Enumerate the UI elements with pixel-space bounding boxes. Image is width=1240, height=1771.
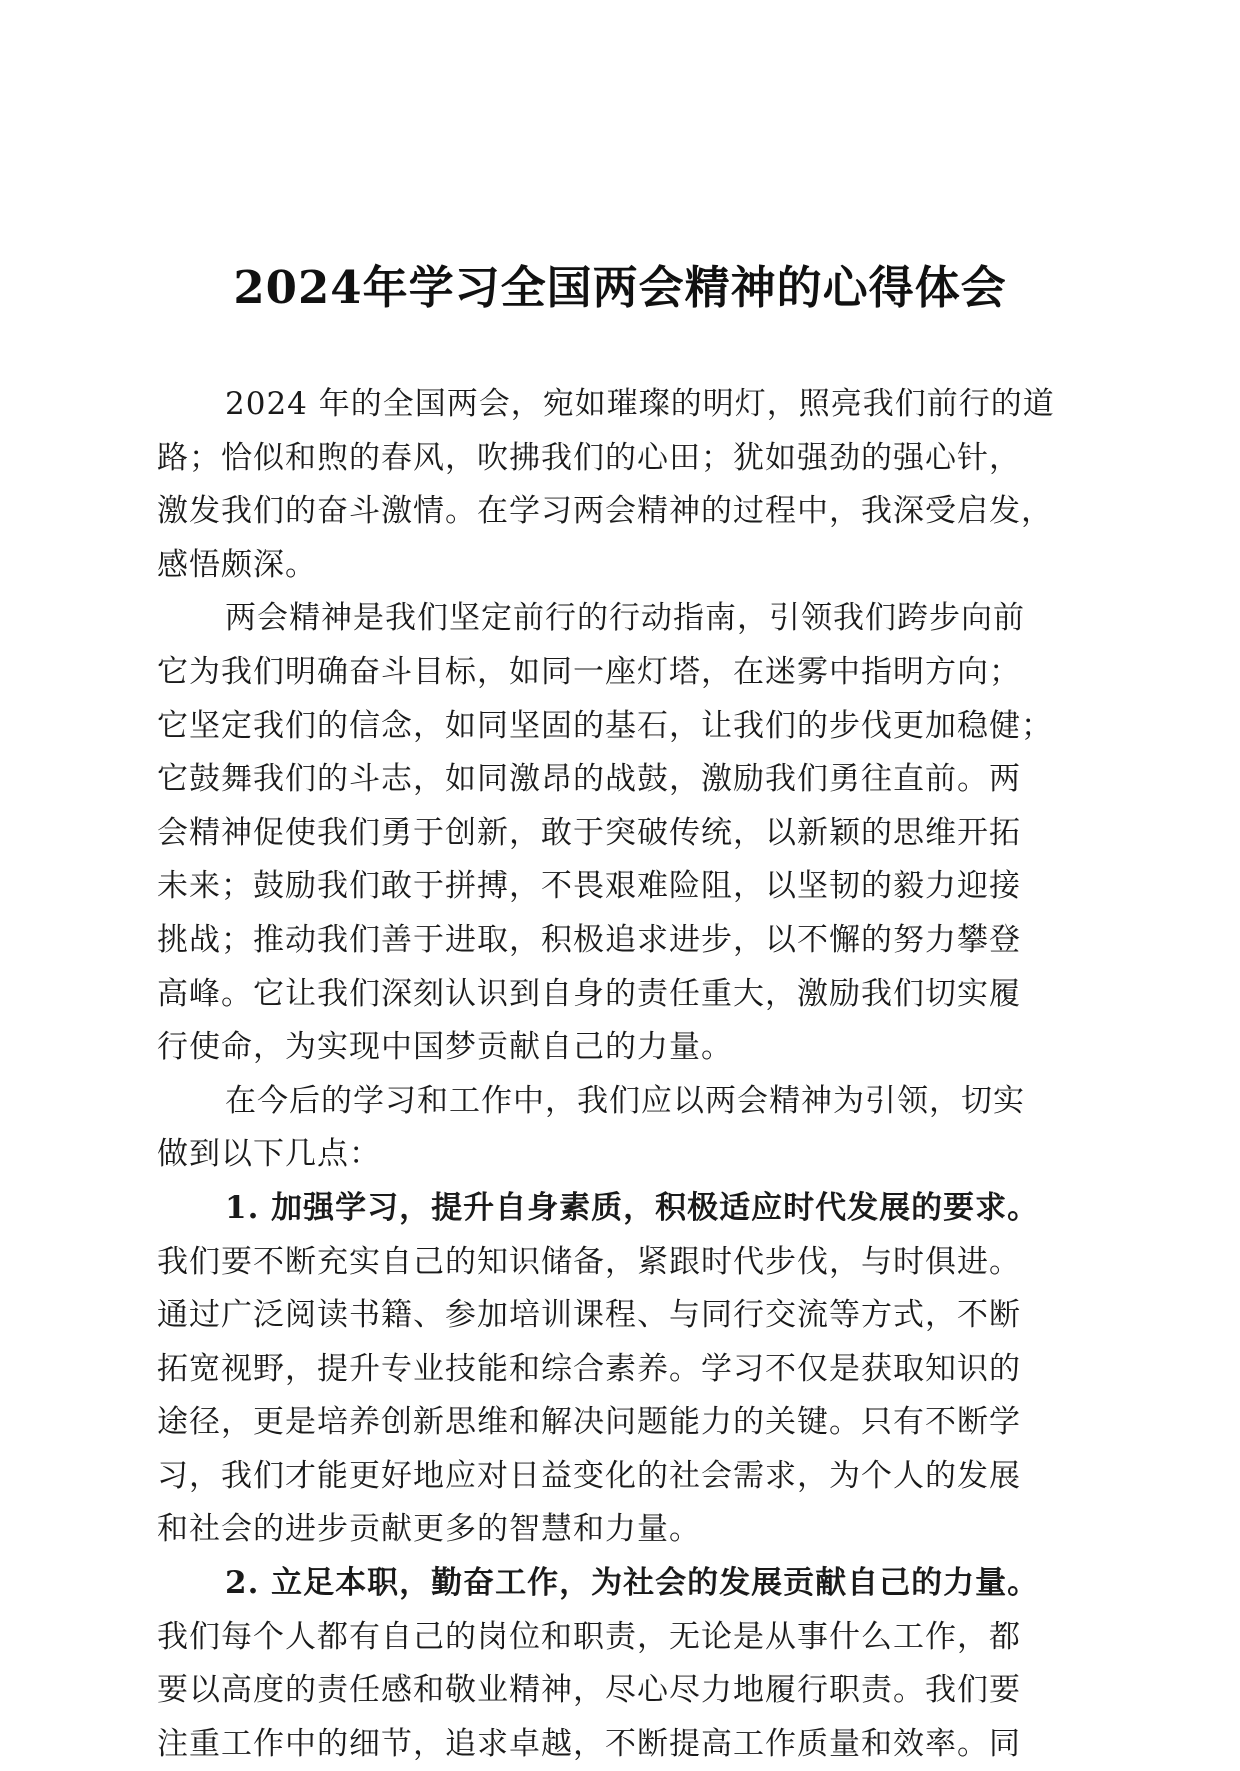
body-text-line: 拓宽视野，提升专业技能和综合素养。学习不仅是获取知识的 <box>157 1350 1021 1387</box>
body-text-line: 途径，更是培养创新思维和解决问题能力的关键。只有不断学 <box>157 1404 1021 1441</box>
body-text-line: 路；恰似和煦的春风，吹拂我们的心田；犹如强劲的强心针， <box>157 439 1021 476</box>
body-text-line: 会精神促使我们勇于创新，敢于突破传统，以新颖的思维开拓 <box>157 814 1021 851</box>
body-text-line: 在今后的学习和工作中，我们应以两会精神为引领，切实 <box>225 1082 1025 1119</box>
body-text-line: 挑战；推动我们善于进取，积极追求进步，以不懈的努力攀登 <box>157 921 1021 958</box>
body-text-line: 高峰。它让我们深刻认识到自身的责任重大，激励我们切实履 <box>157 975 1021 1012</box>
body-text-line: 它为我们明确奋斗目标，如同一座灯塔，在迷雾中指明方向； <box>157 653 1021 690</box>
section-heading-line: 1. 加强学习，提升自身素质，积极适应时代发展的要求。 <box>225 1189 1040 1226</box>
section-heading-line: 2. 立足本职，勤奋工作，为社会的发展贡献自己的力量。 <box>225 1565 1040 1602</box>
document-body <box>157 378 1087 1771</box>
body-text-line: 它坚定我们的信念，如同坚固的基石，让我们的步伐更加稳健； <box>157 707 1053 744</box>
body-text-line: 感悟颇深。 <box>157 546 317 583</box>
body-text-line: 做到以下几点： <box>157 1136 381 1173</box>
body-text-line: 要以高度的责任感和敬业精神，尽心尽力地履行职责。我们要 <box>157 1672 1021 1709</box>
body-text-line: 它鼓舞我们的斗志，如同激昂的战鼓，激励我们勇往直前。两 <box>157 761 1021 798</box>
body-text-line: 2024 年的全国两会，宛如璀璨的明灯，照亮我们前行的道 <box>225 386 1055 422</box>
body-text-line: 行使命，为实现中国梦贡献自己的力量。 <box>157 1029 733 1066</box>
body-text-line: 习，我们才能更好地应对日益变化的社会需求，为个人的发展 <box>157 1457 1021 1494</box>
body-text-line: 我们每个人都有自己的岗位和职责，无论是从事什么工作，都 <box>157 1618 1021 1655</box>
body-text-line: 通过广泛阅读书籍、参加培训课程、与同行交流等方式，不断 <box>157 1297 1021 1334</box>
body-text-line: 激发我们的奋斗激情。在学习两会精神的过程中，我深受启发， <box>157 493 1053 530</box>
document-title: 2024年学习全国两会精神的心得体会 <box>233 261 1007 314</box>
body-text-line: 我们要不断充实自己的知识储备，紧跟时代步伐，与时俱进。 <box>157 1243 1021 1280</box>
body-text-line: 和社会的进步贡献更多的智慧和力量。 <box>157 1511 701 1548</box>
body-text-line: 两会精神是我们坚定前行的行动指南，引领我们跨步向前 <box>225 600 1025 637</box>
body-text-line: 未来；鼓励我们敢于拼搏，不畏艰难险阻，以坚韧的毅力迎接 <box>157 868 1021 905</box>
body-text-line: 注重工作中的细节，追求卓越，不断提高工作质量和效率。同 <box>157 1725 1021 1762</box>
